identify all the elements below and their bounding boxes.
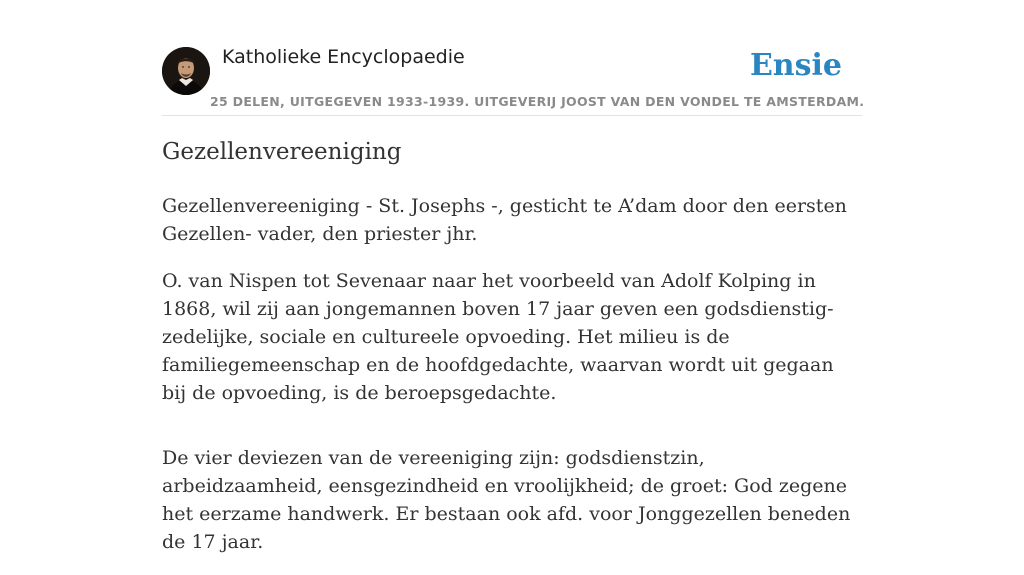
source-title[interactable]: Katholieke Encyclopaedie bbox=[222, 46, 465, 68]
source-subtitle: 25 DELEN, UITGEGEVEN 1933-1939. UITGEVERIJ JOOST VAN DEN VONDEL TE AMSTERDAM. bbox=[210, 94, 865, 109]
entry-paragraph: Gezellenvereeniging - St. Josephs -, gesticht te A’dam door den eersten Gezellen- vader, den priester jhr. bbox=[162, 195, 847, 245]
entry-title: Gezellenvereeniging bbox=[162, 139, 402, 165]
header-divider bbox=[162, 115, 862, 116]
entry-body bbox=[162, 192, 862, 575]
entry-paragraph: De vier deviezen van de vereeniging zijn: godsdienstzin, arbeidzaamheid, eensgezindheid en vroolijkheid; de groet: God zegene het eerzame handwerk. Er bestaan ook afd. voor Jonggezellen beneden de 17 jaar. bbox=[162, 447, 851, 553]
entry-paragraph: O. van Nispen tot Sevenaar naar het voorbeeld van Adolf Kolping in 1868, wil zij aan jongemannen boven 17 jaar geven een godsdienstig-zedelijke, sociale en cultureele opvoeding. Het milieu is de familiegemeenschap en de hoofdgedachte, waarvan wordt uit gegaan bij de opvoeding, is de beroepsgedachte. bbox=[162, 270, 834, 404]
source-avatar[interactable] bbox=[162, 47, 210, 95]
brand-logo[interactable]: Ensie bbox=[749, 48, 842, 83]
source-header bbox=[162, 44, 865, 116]
portrait-icon bbox=[162, 47, 210, 95]
